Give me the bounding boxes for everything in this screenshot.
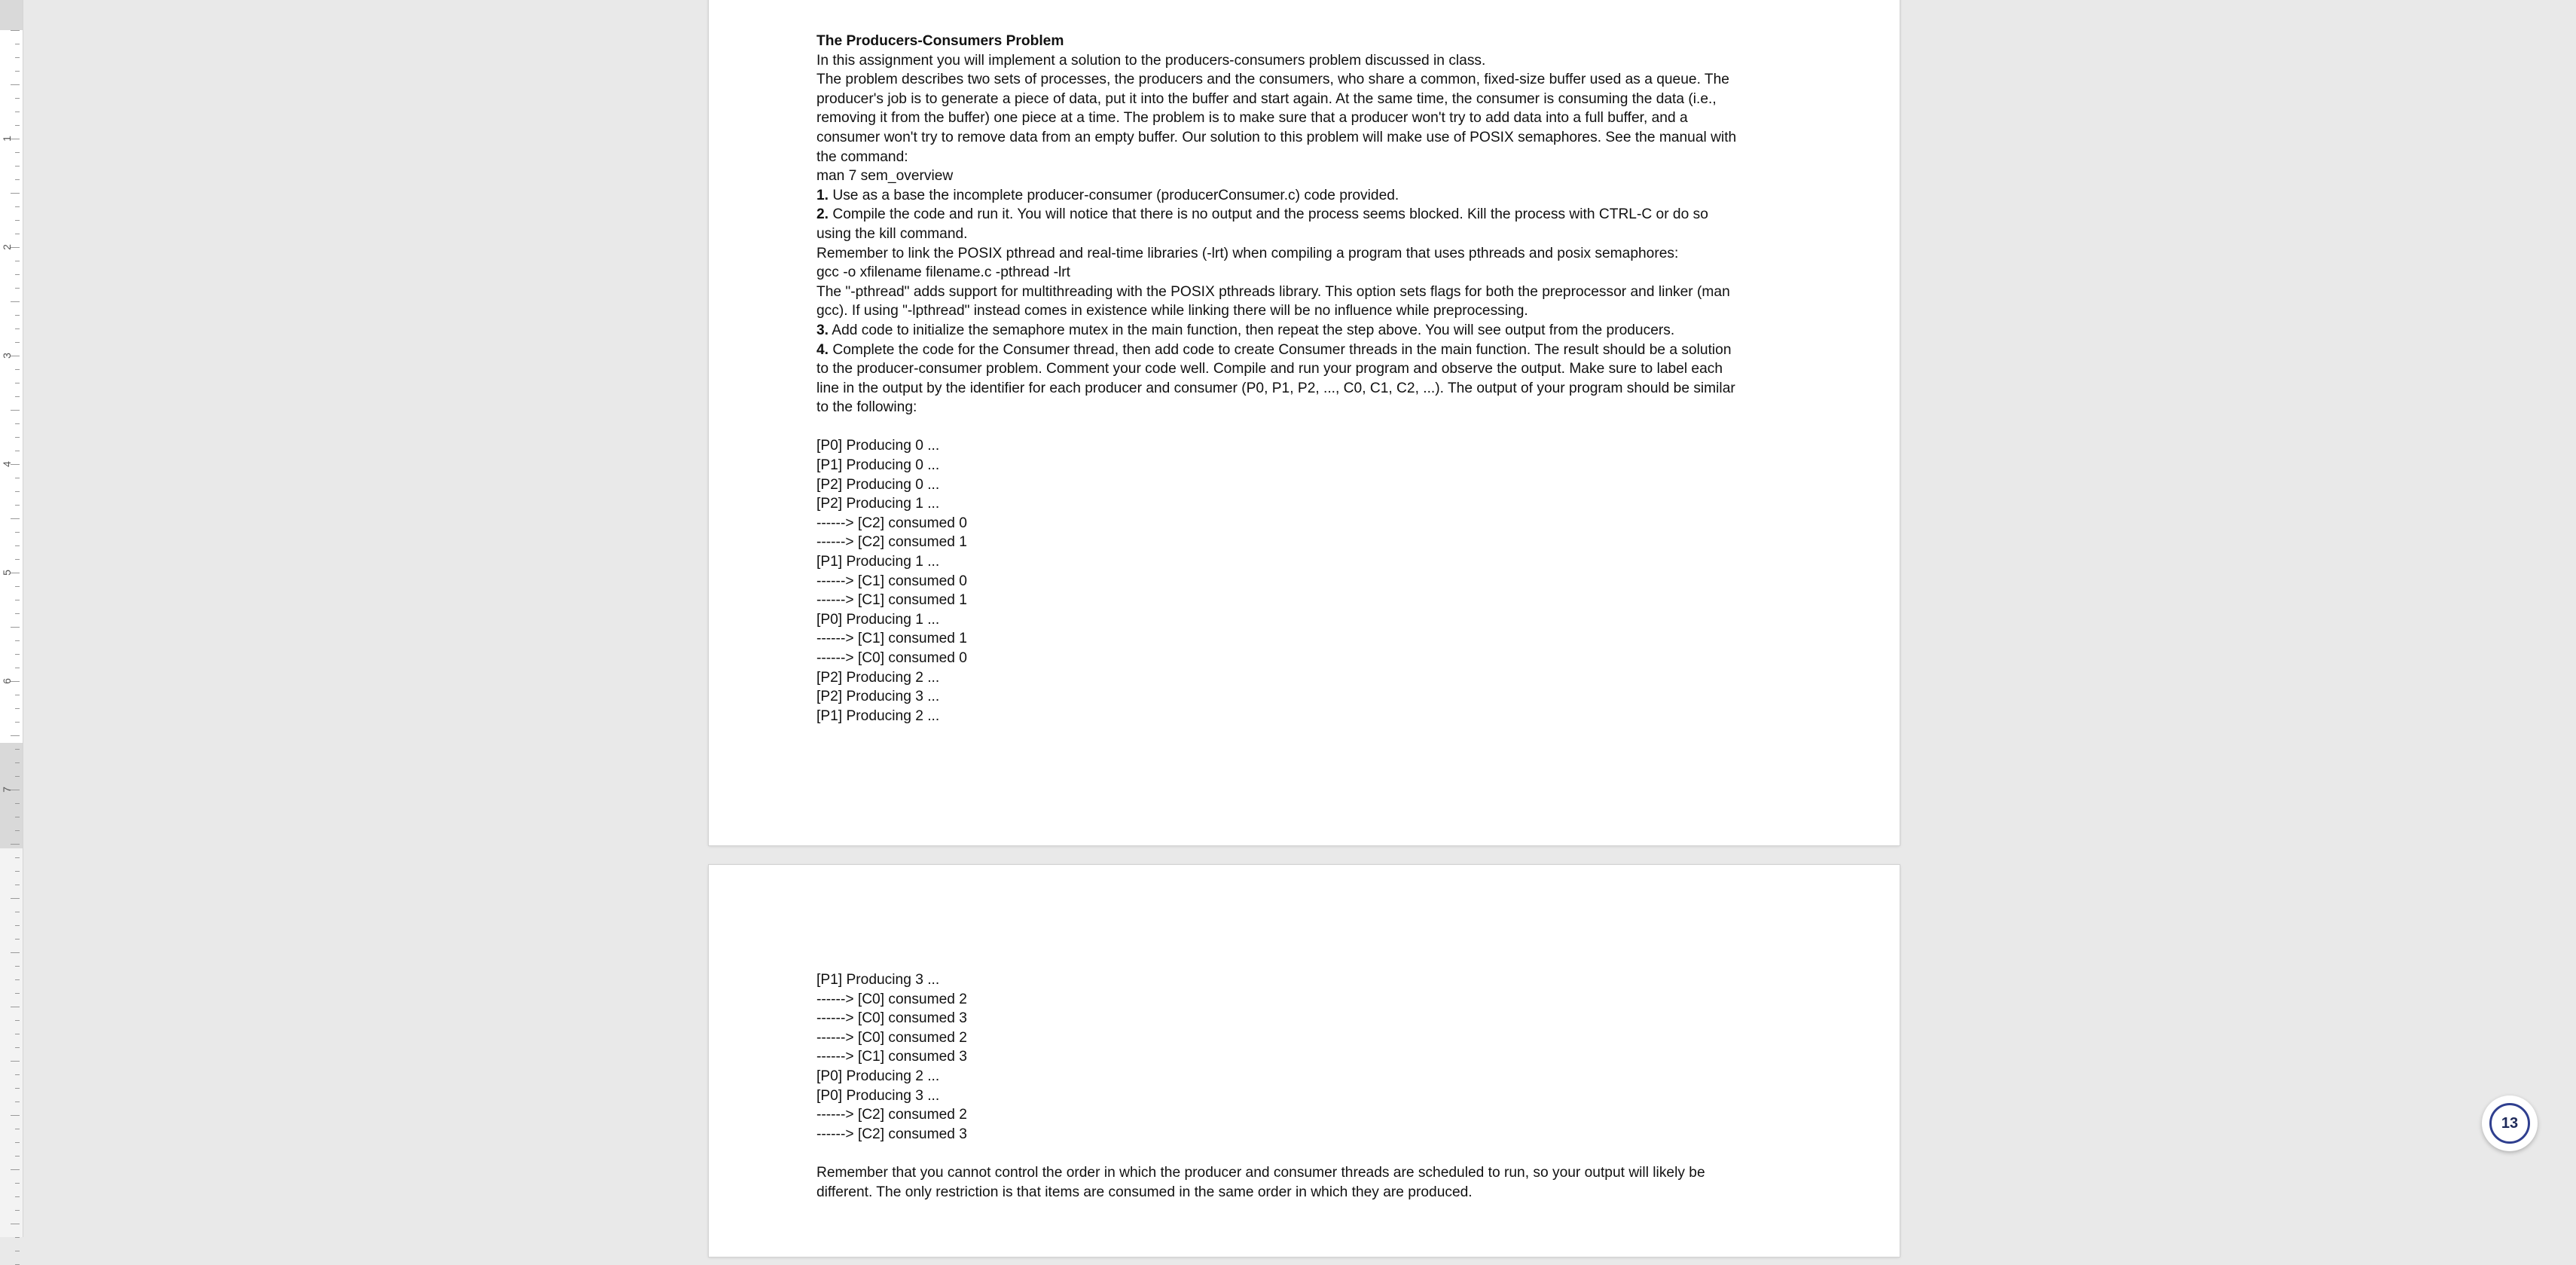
ruler-tick <box>15 437 20 438</box>
list-number: 3. <box>816 322 829 338</box>
document-line <box>816 475 1796 495</box>
document-page-2[interactable] <box>709 865 1900 1257</box>
ruler-tick <box>15 1142 20 1143</box>
document-line <box>816 707 1796 726</box>
line-text: [P0] Producing 0 ... <box>816 438 940 454</box>
document-line <box>816 591 1796 610</box>
ruler-tick <box>15 98 20 99</box>
ruler-tick <box>15 71 20 72</box>
line-text: Add code to initialize the semaphore mutex in the main function, then repeat the step above. You will see output from the producers. <box>829 322 1675 338</box>
ruler-tick <box>15 1210 20 1211</box>
vertical-ruler[interactable] <box>0 0 23 1237</box>
line-text: [P0] Producing 3 ... <box>816 1087 940 1104</box>
document-line <box>816 1144 1796 1163</box>
ruler-tick <box>15 1074 20 1075</box>
line-text: ------> [C2] consumed 2 <box>816 1107 967 1123</box>
ruler-number: 1 <box>1 136 13 142</box>
ruler-tick <box>15 830 20 831</box>
ruler-tick <box>15 328 20 329</box>
line-text: ------> [C1] consumed 1 <box>816 592 967 609</box>
ruler-tick <box>11 193 20 194</box>
line-text: The problem describes two sets of processes, the producers and the consumers, who share a common, fixed-size buffer used as a queue. The <box>816 72 1729 88</box>
document-line <box>816 1028 1796 1048</box>
ruler-tick <box>15 749 20 750</box>
line-text: [P2] Producing 0 ... <box>816 476 940 493</box>
document-line <box>816 552 1796 572</box>
ruler-tick <box>15 532 20 533</box>
ruler-tick <box>15 871 20 872</box>
document-line <box>816 90 1796 109</box>
document-line <box>816 244 1796 264</box>
ruler-tick <box>15 722 20 723</box>
badge-ring-icon <box>2489 1103 2530 1144</box>
ruler-tick <box>11 1061 20 1062</box>
line-text: removing it from the buffer) one piece at a time. The problem is to make sure that a producer won't try to add data into a full buffer, and a <box>816 110 1688 127</box>
ruler-tick <box>15 966 20 967</box>
document-line <box>816 205 1796 225</box>
line-text: line in the output by the identifier for each producer and consumer (P0, P1, P2, ..., C0, C1, C2, ...). The output of your program should be similar <box>816 380 1735 396</box>
ruler-tick <box>15 1047 20 1048</box>
ruler-tick <box>15 708 20 709</box>
ruler-tick <box>11 1169 20 1170</box>
document-line <box>816 301 1796 321</box>
ruler-tick <box>15 342 20 343</box>
ruler-bottom-margin <box>0 743 23 848</box>
document-line <box>816 1009 1796 1028</box>
ruler-tick <box>15 396 20 397</box>
line-text: [P0] Producing 1 ... <box>816 611 940 628</box>
line-text: the command: <box>816 148 908 165</box>
ruler-tick <box>15 179 20 180</box>
ruler-number: 2 <box>1 244 13 250</box>
document-page-1[interactable] <box>709 0 1900 845</box>
line-text: using the kill command. <box>816 225 968 242</box>
ruler-tick <box>15 505 20 506</box>
ruler-tick <box>15 803 20 804</box>
line-text: [P2] Producing 1 ... <box>816 496 940 512</box>
line-text: ------> [C1] consumed 0 <box>816 573 967 589</box>
line-text: [P0] Producing 2 ... <box>816 1068 940 1084</box>
line-text: [P1] Producing 2 ... <box>816 707 940 724</box>
ruler-tick <box>11 844 20 845</box>
ruler-tick <box>15 125 20 126</box>
ruler-number: 4 <box>1 461 13 467</box>
document-line <box>816 51 1796 71</box>
line-text: Compile the code and run it. You will notice that there is no output and the process seems blocked. Kill the process with CTRL-C or do so <box>829 206 1708 223</box>
ruler-tick <box>15 762 20 763</box>
document-line <box>816 167 1796 186</box>
ruler-tick <box>15 559 20 560</box>
document-line <box>816 456 1796 475</box>
line-text: gcc -o xfilename filename.c -pthread -lrt <box>816 264 1070 281</box>
line-text: [P1] Producing 3 ... <box>816 972 940 988</box>
document-line <box>816 629 1796 649</box>
document-line <box>816 1125 1796 1144</box>
document-line <box>816 32 1796 51</box>
ruler-tick <box>11 952 20 953</box>
list-number: 2. <box>816 206 829 223</box>
line-text: man 7 sem_overview <box>816 168 954 185</box>
line-text: In this assignment you will implement a solution to the producers-consumers problem discussed in class. <box>816 52 1486 69</box>
badge-count: 13 <box>2501 1114 2519 1132</box>
line-text: ------> [C0] consumed 2 <box>816 1029 967 1046</box>
ruler-tick <box>15 206 20 207</box>
line-text: to the producer-consumer problem. Comment your code well. Compile and run your program and observe the output. Make sure to label each <box>816 361 1723 377</box>
ruler-tick <box>15 152 20 153</box>
document-line <box>816 359 1796 379</box>
document-line <box>816 186 1796 206</box>
line-text: ------> [C0] consumed 3 <box>816 1010 967 1027</box>
page-1-text[interactable] <box>816 32 1796 726</box>
ruler-tick <box>15 586 20 587</box>
line-text: Complete the code for the Consumer thread, then add code to create Consumer threads in the main function. The result should be a solution <box>829 341 1732 358</box>
ruler-tick <box>15 369 20 370</box>
document-line <box>816 610 1796 630</box>
document-line <box>816 990 1796 1010</box>
ruler-tick <box>15 613 20 614</box>
line-text: ------> [C1] consumed 3 <box>816 1049 967 1065</box>
document-line <box>816 225 1796 244</box>
line-text: The Producers-Consumers Problem <box>816 33 1064 49</box>
document-line <box>816 514 1796 533</box>
ruler-tick <box>15 288 20 289</box>
ruler-tick <box>15 57 20 58</box>
ruler-tick <box>15 857 20 858</box>
page-2-text[interactable] <box>816 970 1796 1202</box>
document-line <box>816 398 1796 417</box>
ruler-number: 5 <box>1 570 13 576</box>
line-text: [P2] Producing 2 ... <box>816 669 940 686</box>
document-line <box>816 1183 1796 1202</box>
ruler-tick <box>11 518 20 519</box>
ruler-tick <box>15 423 20 424</box>
ruler-number: 6 <box>1 678 13 684</box>
ruler-tick <box>15 939 20 940</box>
line-text: to the following: <box>816 399 917 416</box>
ruler-tick <box>15 1196 20 1197</box>
ruler-tick <box>11 898 20 899</box>
document-line <box>816 668 1796 688</box>
list-number: 1. <box>816 187 829 203</box>
line-text: producer's job is to generate a piece of data, put it into the buffer and start again. At the same time, the consumer is consuming the data (i.e., <box>816 90 1717 107</box>
line-text: Remember to link the POSIX pthread and real-time libraries (-lrt) when compiling a program that uses pthreads and posix semaphores: <box>816 245 1679 261</box>
ruler-number: 3 <box>1 353 13 359</box>
ruler-tick <box>15 640 20 641</box>
document-line <box>816 533 1796 552</box>
document-line <box>816 1047 1796 1067</box>
document-line <box>816 1163 1796 1183</box>
ruler-tick <box>15 776 20 777</box>
ruler-tick <box>15 993 20 994</box>
ruler-tick <box>11 627 20 628</box>
notification-badge[interactable] <box>2482 1095 2538 1151</box>
ruler-tick <box>15 491 20 492</box>
document-line <box>816 379 1796 399</box>
document-line <box>816 417 1796 437</box>
ruler-tick <box>11 301 20 302</box>
document-line <box>816 321 1796 341</box>
document-line <box>816 1067 1796 1086</box>
document-line <box>816 687 1796 707</box>
line-text: ------> [C2] consumed 0 <box>816 515 967 531</box>
ruler-tick <box>15 274 20 275</box>
ruler-tick <box>15 1088 20 1089</box>
document-line <box>816 649 1796 668</box>
line-text: [P2] Producing 3 ... <box>816 689 940 705</box>
line-text: consumer won't try to remove data from an empty buffer. Our solution to this problem will make use of POSIX semaphores. See the manual with <box>816 129 1737 145</box>
ruler-number: 7 <box>1 787 13 793</box>
ruler-tick <box>11 30 20 31</box>
document-line <box>816 108 1796 128</box>
ruler-tick <box>15 1237 20 1238</box>
ruler-tick <box>15 979 20 980</box>
ruler-tick <box>15 220 20 221</box>
ruler-tick <box>15 925 20 926</box>
ruler-tick <box>15 315 20 316</box>
document-line <box>816 283 1796 302</box>
line-text: [P1] Producing 1 ... <box>816 554 940 570</box>
document-line <box>816 970 1796 990</box>
line-text: ------> [C0] consumed 2 <box>816 991 967 1007</box>
line-text: ------> [C2] consumed 3 <box>816 1126 967 1142</box>
ruler-tick <box>11 735 20 736</box>
ruler-tick <box>15 1020 20 1021</box>
document-line <box>816 128 1796 148</box>
document-line <box>816 572 1796 591</box>
line-text: [P1] Producing 0 ... <box>816 457 940 474</box>
line-text: Use as a base the incomplete producer-consumer (producerConsumer.c) code provided. <box>829 187 1399 203</box>
line-text: different. The only restriction is that items are consumed in the same order in which they are produced. <box>816 1184 1473 1200</box>
document-line <box>816 1105 1796 1125</box>
list-number: 4. <box>816 341 829 358</box>
ruler-tick <box>15 1183 20 1184</box>
ruler-tick <box>15 654 20 655</box>
ruler-tick <box>15 1156 20 1157</box>
document-line <box>816 494 1796 514</box>
document-line <box>816 263 1796 283</box>
ruler-top-margin <box>0 0 23 30</box>
ruler-tick <box>15 166 20 167</box>
ruler-tick <box>11 1115 20 1116</box>
line-text: The "-pthread" adds support for multithreading with the POSIX pthreads library. This option sets flags for both the preprocessor and linker (man <box>816 283 1730 300</box>
ruler-tick <box>11 410 20 411</box>
document-line <box>816 436 1796 456</box>
ruler-tick <box>15 545 20 546</box>
line-text: ------> [C0] consumed 0 <box>816 650 967 666</box>
line-text: ------> [C1] consumed 1 <box>816 631 967 647</box>
line-text: Remember that you cannot control the order in which the producer and consumer threads are scheduled to run, so your output will likely be <box>816 1164 1705 1181</box>
document-line <box>816 341 1796 360</box>
ruler-tick <box>11 84 20 85</box>
document-line <box>816 70 1796 90</box>
line-text: gcc). If using "-lpthread" instead comes in existence while linking there will be no influence while preprocessing. <box>816 303 1528 319</box>
document-line <box>816 1086 1796 1106</box>
line-text: ------> [C2] consumed 1 <box>816 534 967 551</box>
document-line <box>816 148 1796 167</box>
